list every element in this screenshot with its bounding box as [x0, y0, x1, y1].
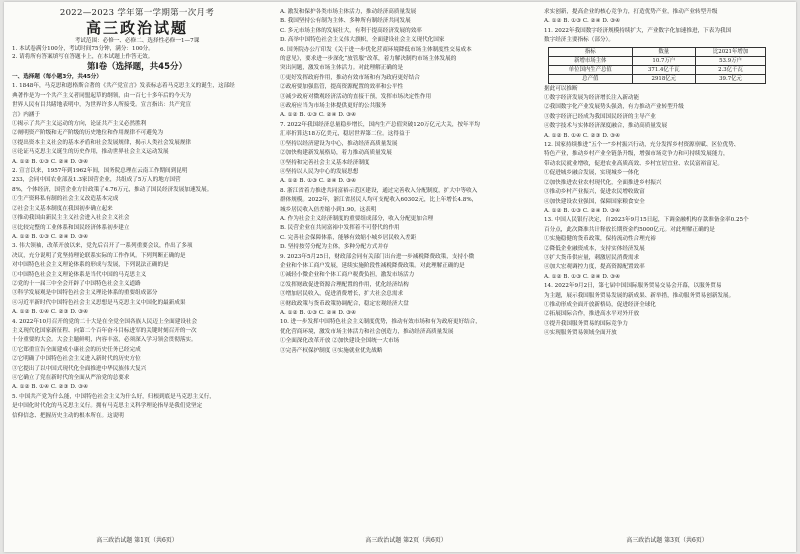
- question-line: A. ①② B. ①③ C. ②④ D. ③④: [544, 207, 621, 214]
- question-line: C. 多元市场主体的发展壮大，有利于提高经济发展的效率: [280, 27, 422, 34]
- table-header-row: [549, 47, 766, 56]
- question-line: 信仰信念、把握历史主动的根本所在。这说明: [12, 412, 124, 419]
- question-line: 233，会同中国农业部及1.3家国营企业，共组成了5万人的地方国营: [12, 177, 181, 184]
- question-line: 主义现代化国家新征程、向第二个百年奋斗目标进军的关键时刻召开的一次: [12, 327, 197, 334]
- question-line: 言》内涵于: [12, 111, 40, 118]
- question-line: D. 高举中国特色社会主义伟大旗帜，全面建设社会主义现代化国家: [280, 37, 445, 44]
- table-cell: 2918亿元: [632, 74, 696, 83]
- question-line: A. ①② B. ①④ C. ②③ D. ③④: [12, 309, 89, 316]
- note-line: 2. 请将所有答案填写在答题卡上，在本试题上作答无效。: [12, 54, 154, 60]
- question-line: ④比较完整的工业体系和国民经济体系初步建立: [12, 224, 130, 231]
- question-line: A. ①② B. ①③ C. ②④ D. ③④: [280, 112, 357, 119]
- question-line: 9. 2023年5月25日，财政部会同有关部门出台进一步减税降费政策，支持小微: [280, 253, 475, 260]
- question-line: B. 我国坚持公有制为主体、多种所有制经济共同发展: [280, 18, 411, 25]
- question-line: ③推动乡村产业振兴，促进农民增收致富: [544, 189, 645, 196]
- question-line: 2. 宣言以来，1957年到1962年间，国务院总理在云南工作期间到昆明: [12, 168, 188, 175]
- question-line: A. 作为社会主义经济制度的重要组成部分，收入分配更加合理: [280, 215, 434, 222]
- note-line: 1. 本试卷满分100分，考试时间75分钟，满分：100分。: [12, 46, 154, 52]
- question-line: A. ①② B. ①③ C. ②④ D. ③④: [544, 273, 621, 280]
- question-line: A. ①② B. ①③ C. ②④ D. ③④: [544, 18, 621, 25]
- question-line: 突出问题，激发市场主体活力。对此理解正确的是: [280, 65, 404, 72]
- page-title: 高三政治试题: [85, 19, 188, 37]
- question-line: ①数字经济发展为经济增长注入新动能: [544, 95, 640, 102]
- question-line: A. ①② B. ①③ C. ②④ D. ③④: [280, 178, 357, 185]
- table-row: [549, 74, 766, 83]
- question-line: ③减少政府对微观经济活动的直接干预，发挥市场决定性作用: [280, 93, 432, 100]
- page-3-footer: 高三政治试题 第3页（共6页）: [626, 537, 708, 544]
- volume-heading: 第Ⅰ卷（选择题，共45分）: [87, 62, 187, 72]
- page-2-questions: [280, 8, 532, 356]
- question-line: ①全面深化改革开放 ②加快建设全国统一大市场: [280, 338, 400, 345]
- question-line: 6. 国务院办公厅印发《关于进一步优化营商环境降低市场主体制度性交易成本: [280, 46, 472, 53]
- question-line: ④数字技术与实体经济深度融合，推动高质量发展: [544, 123, 668, 130]
- question-line: ④习近平新时代中国特色社会主义思想是马克思主义中国化的最新成果: [12, 299, 186, 306]
- question-line: ①促进城乡融合发展，实现城乡一体化: [544, 170, 640, 177]
- question-line: ①实施稳健的货币政策，保持流动性合理充裕: [544, 236, 656, 243]
- question-line: A. 激发和保护各类市场主体活力，推动经济高质量发展: [280, 9, 417, 15]
- question-line: ③科学发展观是中国特色社会主义理论体系的重要组成部分: [12, 290, 158, 297]
- question-line: ②拓展国际合作，推进高水平对外开放: [544, 311, 640, 318]
- data-table: [548, 47, 766, 84]
- question-line: ③坚持和完善社会主义基本经济制度: [280, 159, 370, 166]
- question-line: ①中国特色社会主义理论体系是当代中国的马克思主义: [12, 271, 147, 278]
- question-line: 世界人民有目共睹地表明中，为世界许多人所接受。宣言指出：共产党宣: [12, 102, 192, 109]
- question-line: 汇率折算达18万亿美元，稳居世界第二位。这得益于: [280, 131, 411, 138]
- question-line: ③增加居民收入，促进消费增长，扩大社会总需求: [280, 291, 404, 298]
- table-header-cell: 比2021年增加: [696, 47, 766, 56]
- question-line: 城乡居民收入倍差缩小到1.90。这表明: [280, 206, 377, 213]
- question-line: ③提升我国服务贸易的国际竞争力: [544, 320, 628, 327]
- table-row: [549, 65, 766, 74]
- question-line: ④政府应当为市场主体提供更好的公共服务: [280, 103, 387, 110]
- question-line: ②阐明资产阶级和无产阶级的历史地位和作用规律不可避免为: [12, 130, 164, 137]
- question-line: ②政府要加强监管，提高资源配置的效率和公平性: [280, 84, 404, 91]
- question-line: ④坚持以人民为中心的发展思想: [280, 168, 359, 175]
- question-line: A. ①② B. ①③ C. ②④ D. ③④: [12, 233, 89, 240]
- question-line: C. 完善社会保障体系，能够有效缩小城乡居民收入差距: [280, 234, 417, 241]
- question-line: ④财政政策与货币政策协调配合，稳定宏观经济大盘: [280, 300, 409, 307]
- question-line: 10. 进一步发挥中国特色社会主义制度优势，推动有效市场和有为政府更好结合，: [280, 319, 481, 326]
- question-line: ③扩大货币供应量，刺激居民消费需求: [544, 254, 640, 261]
- question-line: ④实现服务贸易领域全面开放: [544, 330, 617, 337]
- table-cell: 总产值: [549, 74, 633, 83]
- page-1-column: [12, 8, 262, 530]
- question-line: ②社会主义基本制度在我国初步确立起来: [12, 205, 113, 212]
- question-line: 带动农民就业增收，促进农业高质高效、乡村宜居宜业、农民富裕富足。: [544, 160, 724, 167]
- question-line: ④加大宏观调控力度，提高资源配置效率: [544, 264, 645, 271]
- question-line: B. 民营企业在共同富裕中发挥着不可替代的作用: [280, 225, 400, 232]
- question-line: ②降低企业融资成本，支持实体经济发展: [544, 245, 645, 252]
- question-line: ③数字经济已经成为我国国民经济的主导产业: [544, 113, 656, 120]
- question-line: ①揭示了共产主义运动的方向，论证共产主义必然胜利: [12, 121, 147, 128]
- question-line: ①推动形成全面开放新格局，促进经济全球化: [544, 301, 656, 308]
- question-line: 12. 国家持续推进“五个一”乡村振兴行动，充分发挥乡村资源禀赋、区位优势、: [544, 142, 740, 149]
- question-line: 对中国特色社会主义理论体系的形成与发展，下列说法正确的是: [12, 262, 169, 269]
- question-line: ④它确立了党在新时代的全面从严治党的总要求: [12, 375, 130, 381]
- question-line: 为主题，展示我国服务贸易发展的新成果、新举措，推动服务贸易创新发展。: [544, 292, 735, 299]
- question-line: 13. 中国人民银行决定，自2023年9月15日起，下调金融机构存款准备金率0.25个: [544, 217, 749, 224]
- question-line: 据此可以推断: [544, 85, 578, 92]
- question-line: 8%，个体经济，国营企业方针政策了4.76万元，推动了国民经济发展加速发展。: [12, 186, 213, 193]
- question-line: ③它提出了以中国式现代化全面推进中华民族伟大复兴: [12, 365, 147, 372]
- question-line: 优化营商环境，激发市场主体活力和社会创造力，推动经济高质量发展: [280, 328, 454, 335]
- page-2-column: [280, 8, 532, 530]
- question-line: ②加快推进农业农村现代化，全面推进乡村振兴: [544, 179, 662, 186]
- page-3-questions-a: [544, 8, 790, 46]
- question-line: ②它明确了中国特色社会主义进入新时代的历史方位: [12, 356, 141, 363]
- question-line: 群体规模。2022年，浙江省居民人均可支配收入60302元，比上年增长4.8%，: [280, 197, 478, 204]
- question-line: ②党的十一届三中全会开辟了中国特色社会主义道路: [12, 280, 141, 287]
- question-line: A. ①② B. ①③ C. ②④ D. ③④: [280, 310, 357, 316]
- table-header-cell: 指标: [549, 47, 633, 56]
- table-row: [549, 56, 766, 65]
- question-line: 5. 中国共产党为什么能，中国特色社会主义为什么好，归根到底是马克思主义行，: [12, 393, 215, 400]
- question-line: 数字经济主要指标（部分）。: [544, 37, 614, 44]
- page-2-footer: 高三政治试题 第2页（共6页）: [365, 537, 447, 544]
- exam-notes: [12, 45, 262, 61]
- question-line: ③提出资本主义社会的基本矛盾和社会发展规律，揭示人类社会发展规律: [12, 139, 192, 146]
- question-line: 典著作是为一个共产主义者同盟起草的纲领，由一百七十多年后的今天为: [12, 92, 192, 99]
- table-cell: 371.4亿千瓦: [632, 65, 696, 74]
- question-line: 十分重要的大会。大会主题鲜明，内容丰富，必须深入学习领会贯彻落实。: [12, 337, 197, 344]
- question-line: ①坚持以经济建设为中心，推动经济高质量发展: [280, 140, 398, 147]
- question-line: ③推动我国由新民主主义社会进入社会主义社会: [12, 215, 130, 222]
- question-line: 的意见》，要求进一步深化“放管服”改革，着力解决制约市场主体发展的: [280, 56, 457, 63]
- table-cell: 39.7亿元: [696, 74, 766, 83]
- table-cell: 53.9万户: [696, 56, 766, 65]
- table-header-cell: 数量: [632, 47, 696, 56]
- question-line: A. ①② B. ①③ C. ②④ D. ③④: [12, 158, 89, 165]
- exam-scope: 考试范围：必修一、必修二、选择性必修一1—7课: [74, 38, 200, 44]
- question-line: 1. 1848年，马克思和恩格斯合著的《共产党宣言》发表标志着马克思主义的诞生，这部经: [12, 83, 235, 90]
- question-line: 3. 伟大领袖，改革开放以来，党先后召开了一系列重要会议，作出了多项: [12, 243, 193, 250]
- question-line: 7. 2022年我国经济总量稳步增长，国内生产总值突破120万亿元大关，按年平均: [280, 121, 480, 128]
- page-3-column: [544, 8, 790, 530]
- question-line: ②加快构建新发展格局，着力推动高质量发展: [280, 150, 392, 157]
- question-line: ④论证马克思主义诞生的历史作用，推动世界社会主义运动发展: [12, 149, 169, 156]
- question-line: ②发挥财政促进资源合理配置的作用，优化经济结构: [280, 281, 409, 288]
- exam-sheet: [4, 2, 796, 552]
- question-line: 企业和个体工商户发展，延续实施阶段性减税降费政策。对此理解正确的是: [280, 262, 465, 269]
- question-line: ①生产资料私有制的社会主义改造基本完成: [12, 196, 119, 203]
- question-line: ③完善产权保护制度 ④实施就业优先战略: [280, 347, 383, 354]
- question-line: 是中国化时代化的马克思主义行。拥有马克思主义科学理论指导是我们党坚定: [12, 403, 203, 410]
- question-line: ④加快建设农业强国，保障国家粮食安全: [544, 198, 645, 205]
- table-cell: 10.7万户: [632, 56, 696, 65]
- question-line: A. ①② B. ①④ C. ②③ D. ③④: [12, 384, 89, 391]
- page-1-questions: [12, 82, 262, 421]
- table-cell: 新增市场主体: [549, 56, 633, 65]
- section-heading: 一、选择题（每小题3分，共45分）: [12, 74, 102, 80]
- question-line: 14. 2022年9月2日，第七届中国国际服务贸易交易会开幕，以服务贸易: [544, 283, 722, 290]
- question-line: ①减轻小微企业和个体工商户税费负担，激发市场活力: [280, 272, 415, 279]
- question-line: D. 坚持按劳分配为主体，多种分配方式并存: [280, 244, 389, 251]
- table-cell: 单位国内生产总值: [549, 65, 633, 74]
- question-line: ②我国数字化产业发展势头强劲，有力推动产业转型升级: [544, 104, 684, 111]
- question-line: ①更好发挥政府作用，推动有效市场和有为政府更好结合: [280, 74, 420, 81]
- question-line: 特色产业，推动乡村产业全链条升级，增强市场竞争力和可持续发展能力，: [544, 151, 729, 158]
- question-line: 求实创新，提高企业的核心竞争力，打造优势产业，推动产业转型升级: [544, 9, 718, 15]
- question-line: 11. 2022年我国数字经济规模持续扩大，产业数字化加速推进，下表为我国: [544, 27, 732, 34]
- page-3-questions-b: [544, 85, 790, 339]
- question-line: ①它郑重宣告全面建成小康社会的历史任务已经完成: [12, 346, 141, 353]
- exam-year-line: 2022—2023 学年第一学期第一次月考: [59, 8, 215, 18]
- question-line: 决议，充分说明了党坚持理论联系实际的工作作风。下列判断正确的是: [12, 252, 186, 259]
- question-line: A. ①② B. ①④ C. ②③ D. ③④: [544, 132, 621, 139]
- page-1-footer: 高三政治试题 第1页（共6页）: [96, 537, 178, 544]
- table-cell: 2.3亿千瓦: [696, 65, 766, 74]
- question-line: 百分点，此次降准共计释放长期资金约5000亿元。对此理解正确的是: [544, 226, 715, 233]
- question-line: 8. 浙江省着力推进共同富裕示范区建设，通过完善收入分配制度，扩大中等收入: [280, 187, 478, 194]
- question-line: 4. 2022年10月召开的党的二十大是在全党全国各族人民迈上全面建设社会: [12, 318, 198, 325]
